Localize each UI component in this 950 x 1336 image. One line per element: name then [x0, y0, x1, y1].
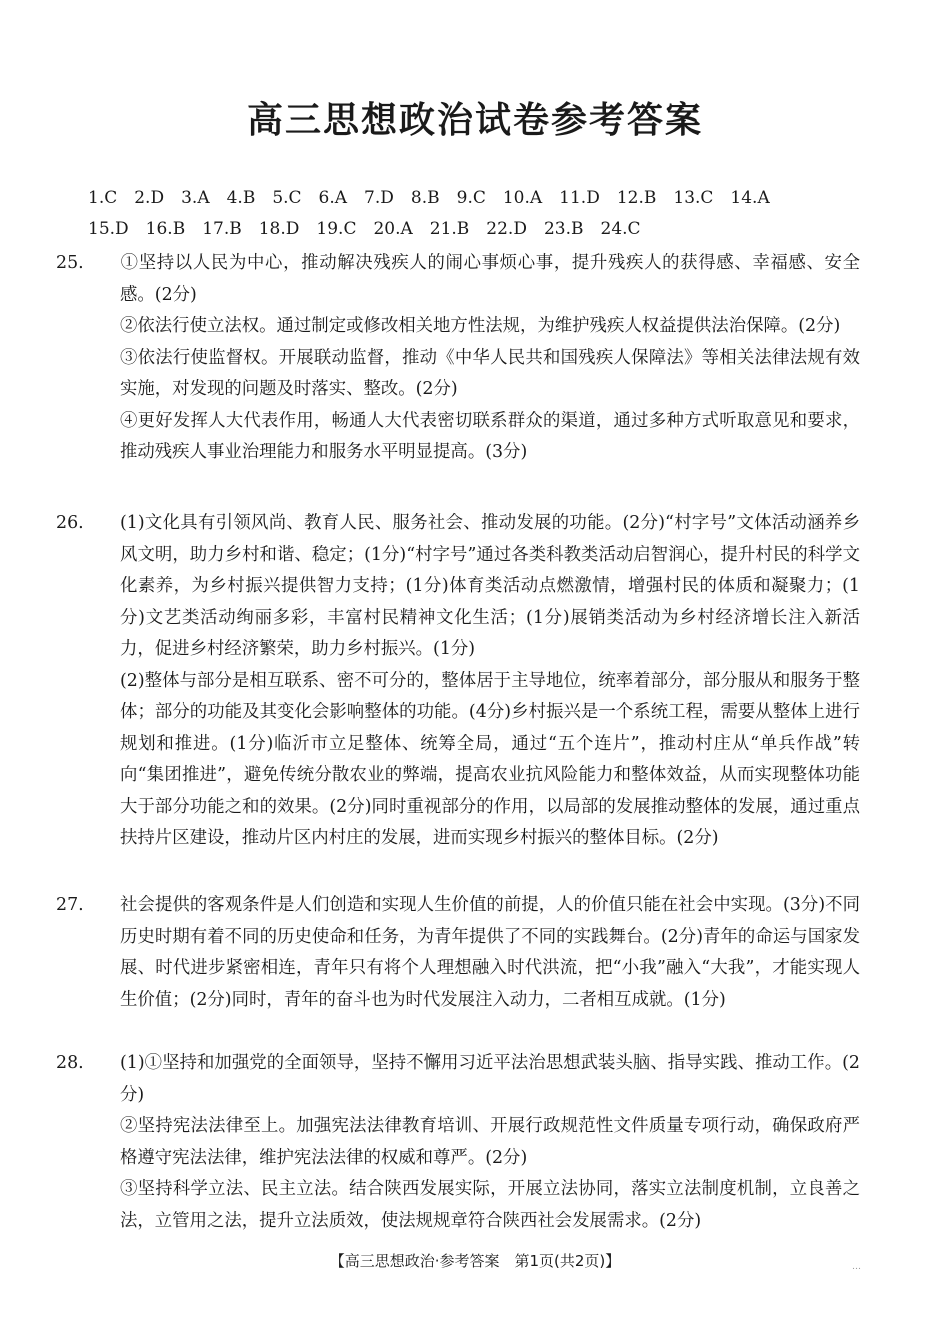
q25-item-3: ③依法行使监督权。开展联动监督，推动《中华人民共和国残疾人保障法》等相关法律法规有效实施，对发现的问题及时落实、整改。(2分): [120, 347, 860, 399]
question-number: 28.: [56, 1053, 84, 1073]
q25-item-1: 25. ①坚持以人民为中心，推动解决残疾人的闹心事烦心事，提升残疾人的获得感、幸福感、安全感。(2分): [88, 248, 860, 311]
choice-answer: 14.A: [730, 188, 770, 208]
choice-answer: 19.C: [316, 219, 357, 239]
choice-answer: 8.B: [410, 188, 440, 208]
choice-answer: 6.A: [318, 188, 348, 208]
choice-answer: 2.D: [134, 188, 165, 208]
choice-answer: 3.A: [181, 188, 210, 208]
q28-item-3: ③坚持科学立法、民主立法。结合陕西发展实际，开展立法协同，落实立法制度机制，立良善之法，立管用之法，提升立法质效，使法规规章符合陕西社会发展需求。(2分): [120, 1179, 860, 1231]
q26-part-2: (2)整体与部分是相互联系、密不可分的，整体居于主导地位，统率着部分，部分服从和服务于整体；部分的功能及其变化会影响整体的功能。(4分)乡村振兴是一个系统工程，需要从整体上进行规划和推进。(1分)临沂市立足整体、统筹全局，通过“五个连片”，推动村庄从“单兵作战”转向“集团推进”，避免传统分散农业的弊端，提高农业抗风险能力和整体效益，从而实现整体功能大于部分功能之和的效果。(2分)同时重视部分的作用，以局部的发展推动整体的发展，通过重点扶持片区建设，推动片区内村庄的发展，进而实现乡村振兴的整体目标。(2分): [120, 670, 860, 848]
corner-mark: …: [852, 1262, 861, 1272]
q28-item-1: 28. (1)①坚持和加强党的全面领导，坚持不懈用习近平法治思想武装头脑、指导实践、推动工作。(2分): [88, 1048, 860, 1111]
choice-answer: 13.C: [673, 188, 714, 208]
question-number: 26.: [56, 513, 84, 533]
q25-item-4: ④更好发挥人大代表作用，畅通人大代表密切联系群众的渠道，通过多种方式听取意见和要求，推动残疾人事业治理能力和服务水平明显提高。(3分): [120, 410, 860, 462]
question-27: [56, 890, 860, 1016]
choice-answer: 17.B: [202, 219, 242, 239]
choice-answer: 4.B: [226, 188, 256, 208]
choice-answer: 1.C: [88, 188, 118, 208]
question-25: [56, 248, 860, 469]
q25-item-2: ②依法行使立法权。通过制定或修改相关地方性法规，为维护残疾人权益提供法治保障。(2分): [120, 316, 841, 336]
q28-item-2: ②坚持宪法法律至上。加强宪法法律教育培训、开展行政规范性文件质量专项行动，确保政府严格遵守宪法法律，维护宪法法律的权威和尊严。(2分): [120, 1116, 860, 1168]
q27-answer: 27. 社会提供的客观条件是人们创造和实现人生价值的前提，人的价值只能在社会中实现。(3分)不同历史时期有着不同的历史使命和任务，为青年提供了不同的实践舞台。(2分)青年的命运与国家发展、时代进步紧密相连，青年只有将个人理想融入时代洪流，把“小我”融入“大我”，才能实现人生价值；(2分)同时，青年的奋斗也为时代发展注入动力，二者相互成就。(1分): [88, 890, 860, 1016]
choice-answer: 9.C: [456, 188, 486, 208]
choice-answer: 22.D: [486, 219, 527, 239]
page-title: 高三思想政治试卷参考答案: [246, 100, 703, 141]
choice-answer: 5.C: [272, 188, 302, 208]
choice-answer: 16.B: [145, 219, 186, 239]
multiple-choice-row-2: [88, 215, 888, 243]
choice-answer: 20.A: [373, 219, 413, 239]
choice-answer: 7.D: [364, 188, 394, 208]
page-footer: 【高三思想政治·参考答案 第1页(共2页)】: [329, 1252, 621, 1270]
choice-answer: 10.A: [502, 188, 543, 208]
q26-part-1: 26. (1)文化具有引领风尚、教育人民、服务社会、推动发展的功能。(2分)“村字号”文体活动涵养乡风文明，助力乡村和谐、稳定；(1分)“村字号”通过各类科教类活动启智润心，提升村民的科学文化素养，为乡村振兴提供智力支持；(1分)体育类活动点燃激情，增强村民的体质和凝聚力；(1分)文艺类活动绚丽多彩，丰富村民精神文化生活；(1分)展销类活动为乡村经济增长注入新活力，促进乡村经济繁荣，助力乡村振兴。(1分): [88, 508, 860, 666]
choice-answer: 23.B: [543, 219, 584, 239]
question-26: [56, 508, 860, 855]
choice-answer: 12.B: [616, 188, 657, 208]
multiple-choice-row-1: [88, 184, 888, 212]
choice-answer: 11.D: [559, 188, 600, 208]
choice-answer: 15.D: [88, 219, 129, 239]
choice-answer: 18.D: [258, 219, 300, 239]
choice-answer: 24.C: [600, 219, 641, 239]
choice-answer: 21.B: [429, 219, 470, 239]
question-number: 27.: [56, 895, 84, 915]
question-28: [56, 1048, 860, 1237]
question-number: 25.: [56, 253, 84, 273]
